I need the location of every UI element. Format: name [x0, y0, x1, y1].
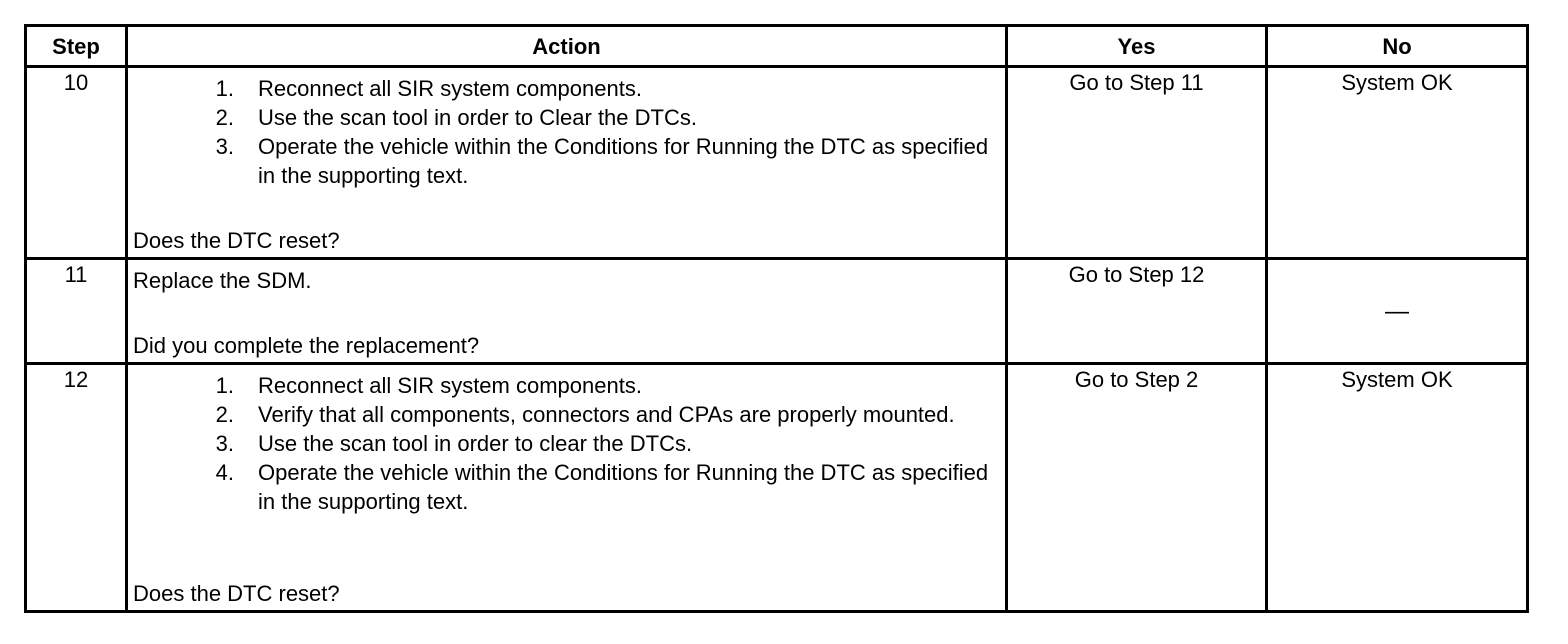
item-number: 3. — [215, 134, 234, 159]
action-question: Does the DTC reset? — [133, 581, 340, 606]
yes-result: Go to Step 12 — [1068, 262, 1205, 287]
list-item — [128, 371, 1005, 400]
action-cell — [127, 364, 1007, 612]
no-result: System OK — [1341, 70, 1453, 95]
action-question: Did you complete the replacement? — [133, 333, 480, 358]
item-number: 2. — [215, 105, 234, 130]
item-number: 3. — [215, 431, 234, 456]
item-text: Reconnect all SIR system components. — [258, 76, 642, 101]
no-cell — [1267, 67, 1528, 259]
diagnostic-table — [24, 24, 1529, 613]
table-row — [26, 259, 1528, 364]
table-row — [26, 364, 1528, 612]
table-header-row — [26, 26, 1528, 67]
action-step-list — [128, 365, 1005, 516]
no-cell — [1267, 259, 1528, 364]
no-result: System OK — [1341, 367, 1453, 392]
list-item — [128, 458, 1005, 516]
list-item — [128, 132, 1005, 190]
item-number: 1. — [215, 373, 234, 398]
item-number: 1. — [215, 76, 234, 101]
step-number: 12 — [26, 364, 127, 612]
item-text: Operate the vehicle within the Conditions for Running the DTC as specified in the supporting text. — [258, 134, 989, 188]
yes-cell — [1007, 364, 1267, 612]
no-cell — [1267, 364, 1528, 612]
header-no: No — [1267, 26, 1528, 67]
item-text: Verify that all components, connectors and CPAs are properly mounted. — [258, 402, 955, 427]
item-text: Reconnect all SIR system components. — [258, 373, 642, 398]
action-question: Does the DTC reset? — [133, 228, 340, 253]
item-number: 2. — [215, 402, 234, 427]
item-number: 4. — [215, 460, 234, 485]
header-yes: Yes — [1007, 26, 1267, 67]
header-step: Step — [26, 26, 127, 67]
action-cell — [127, 67, 1007, 259]
list-item — [128, 400, 1005, 429]
action-instruction: Replace the SDM. — [133, 268, 312, 293]
header-action: Action — [127, 26, 1007, 67]
list-item — [128, 103, 1005, 132]
list-item — [128, 429, 1005, 458]
step-number: 11 — [26, 259, 127, 364]
yes-cell — [1007, 67, 1267, 259]
item-text: Operate the vehicle within the Conditions for Running the DTC as specified in the supporting text. — [258, 460, 989, 514]
table-row — [26, 67, 1528, 259]
yes-cell — [1007, 259, 1267, 364]
action-step-list — [128, 68, 1005, 190]
list-item — [128, 74, 1005, 103]
item-text: Use the scan tool in order to Clear the DTCs. — [258, 105, 697, 130]
item-text: Use the scan tool in order to clear the DTCs. — [258, 431, 693, 456]
no-result: — — [1385, 297, 1409, 325]
action-cell — [127, 259, 1007, 364]
yes-result: Go to Step 2 — [1074, 367, 1199, 392]
yes-result: Go to Step 11 — [1069, 70, 1204, 95]
step-number: 10 — [26, 67, 127, 259]
